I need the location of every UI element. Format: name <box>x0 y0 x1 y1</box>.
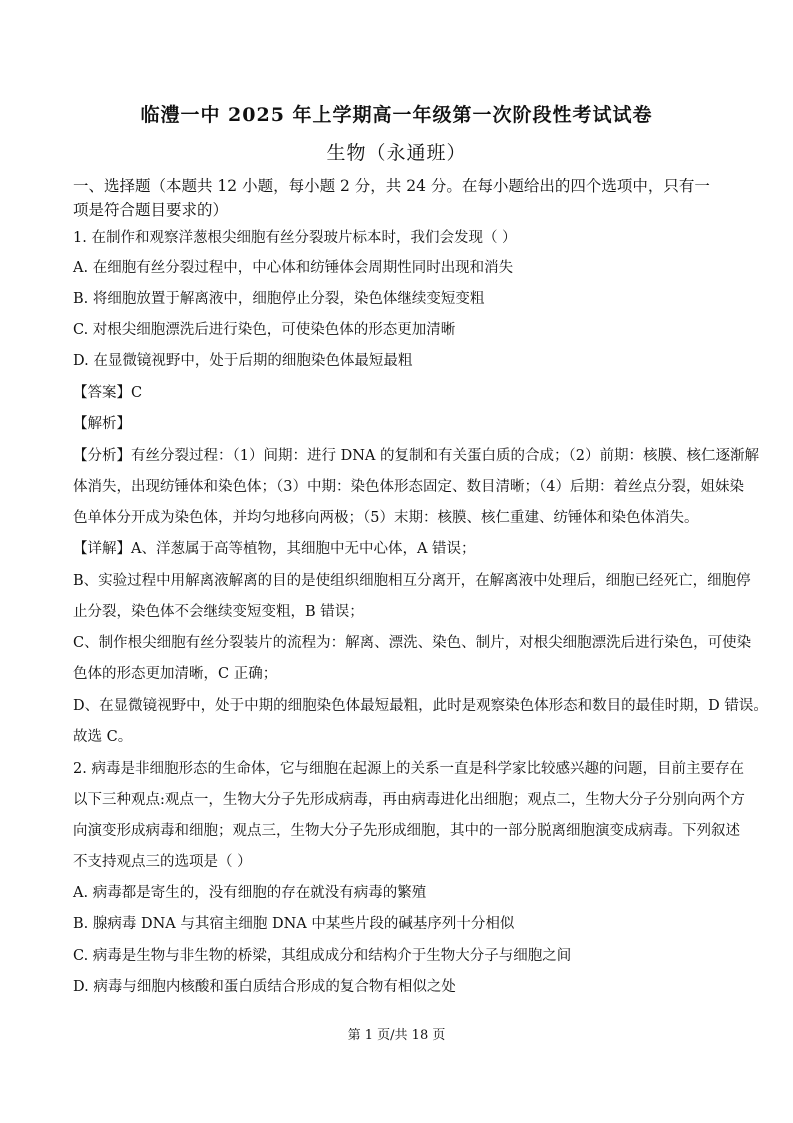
q1-analysis-heading: 【解析】 <box>73 416 131 432</box>
q2-stem-line: 以下三种观点:观点一，生物大分子先形成病毒，再由病毒进化出细胞；观点二，生物大分子分别向两个方 <box>73 792 745 808</box>
q1-fenxi-line: 体消失，出现纺锤体和染色体；（3）中期：染色体形态固定、数目清晰；（4）后期：着丝点分裂，姐妹染 <box>73 479 744 495</box>
q1-fenxi-line: 【分析】有丝分裂过程：（1）间期：进行 DNA 的复制和有关蛋白质的合成；（2）前期：核膜、核仁逐渐解 <box>73 448 759 464</box>
q1-option-b: B. 将细胞放置于解离液中，细胞停止分裂，染色体继续变短变粗 <box>73 291 485 307</box>
q1-answer: 【答案】C <box>73 385 143 401</box>
q1-xiangjie-line: B、实验过程中用解离液解离的目的是使组织细胞相互分离开，在解离液中处理后，细胞已经死亡，细胞停 <box>73 573 751 589</box>
q1-xiangjie-line: 色体的形态更加清晰，C 正确； <box>73 666 278 682</box>
q1-fenxi-line: 色单体分开成为染色体，并均匀地移向两极；（5）末期：核膜、核仁重建、纺锤体和染色体消失。 <box>73 510 699 526</box>
q2-option-c: C. 病毒是生物与非生物的桥梁，其组成成分和结构介于生物大分子与细胞之间 <box>73 948 572 964</box>
page-footer: 第 1 页/共 18 页 <box>347 1028 446 1043</box>
q2-option-b: B. 腺病毒 DNA 与其宿主细胞 DNA 中某些片段的碱基序列十分相似 <box>73 916 515 932</box>
q1-option-a: A. 在细胞有丝分裂过程中，中心体和纺锤体会周期性同时出现和消失 <box>73 260 514 276</box>
section-heading-line2: 项是符合题目要求的） <box>73 201 229 219</box>
section-heading-line1: 一、选择题（本题共 12 小题，每小题 2 分，共 24 分。在每小题给出的四个选项中，只有一 <box>73 177 710 195</box>
q2-stem-line: 向演变形成病毒和细胞；观点三，生物大分子先形成细胞，其中的一部分脱离细胞演变成病毒。下列叙述 <box>73 823 740 839</box>
page-title: 临澧一中 2025 年上学期高一年级第一次阶段性考试试卷 <box>140 104 653 126</box>
q2-option-a: A. 病毒都是寄生的，没有细胞的存在就没有病毒的繁殖 <box>73 885 427 901</box>
q2-stem-line: 不支持观点三的选项是（ ） <box>73 854 252 870</box>
q1-xiangjie-line: 【详解】A、洋葱属于高等植物，其细胞中无中心体，A 错误； <box>73 541 476 557</box>
q1-xiangjie-line: C、制作根尖细胞有丝分裂装片的流程为：解离、漂洗、染色、制片，对根尖细胞漂洗后进行染色，可使染 <box>73 635 752 651</box>
page-subtitle: 生物（永通班） <box>326 142 467 164</box>
q1-stem: 1. 在制作和观察洋葱根尖细胞有丝分裂玻片标本时，我们会发现（ ） <box>73 230 517 246</box>
q1-xiangjie-line: D、在显微镜视野中，处于中期的细胞染色体最短最粗，此时是观察染色体形态和数目的最佳时期，D 错误。 <box>73 698 768 714</box>
q1-xiangjie-line: 止分裂，染色体不会继续变短变粗，B 错误； <box>73 604 364 620</box>
q1-option-c: C. 对根尖细胞漂洗后进行染色，可使染色体的形态更加清晰 <box>73 322 456 338</box>
q1-xiangjie-line: 故选 C。 <box>73 729 133 745</box>
q2-stem-line: 2. 病毒是非细胞形态的生命体，它与细胞在起源上的关系一直是科学家比较感兴趣的问题，目前主要存在 <box>73 761 744 777</box>
q2-option-d: D. 病毒与细胞内核酸和蛋白质结合形成的复合物有相似之处 <box>73 979 456 995</box>
q1-option-d: D. 在显微镜视野中，处于后期的细胞染色体最短最粗 <box>73 353 413 369</box>
